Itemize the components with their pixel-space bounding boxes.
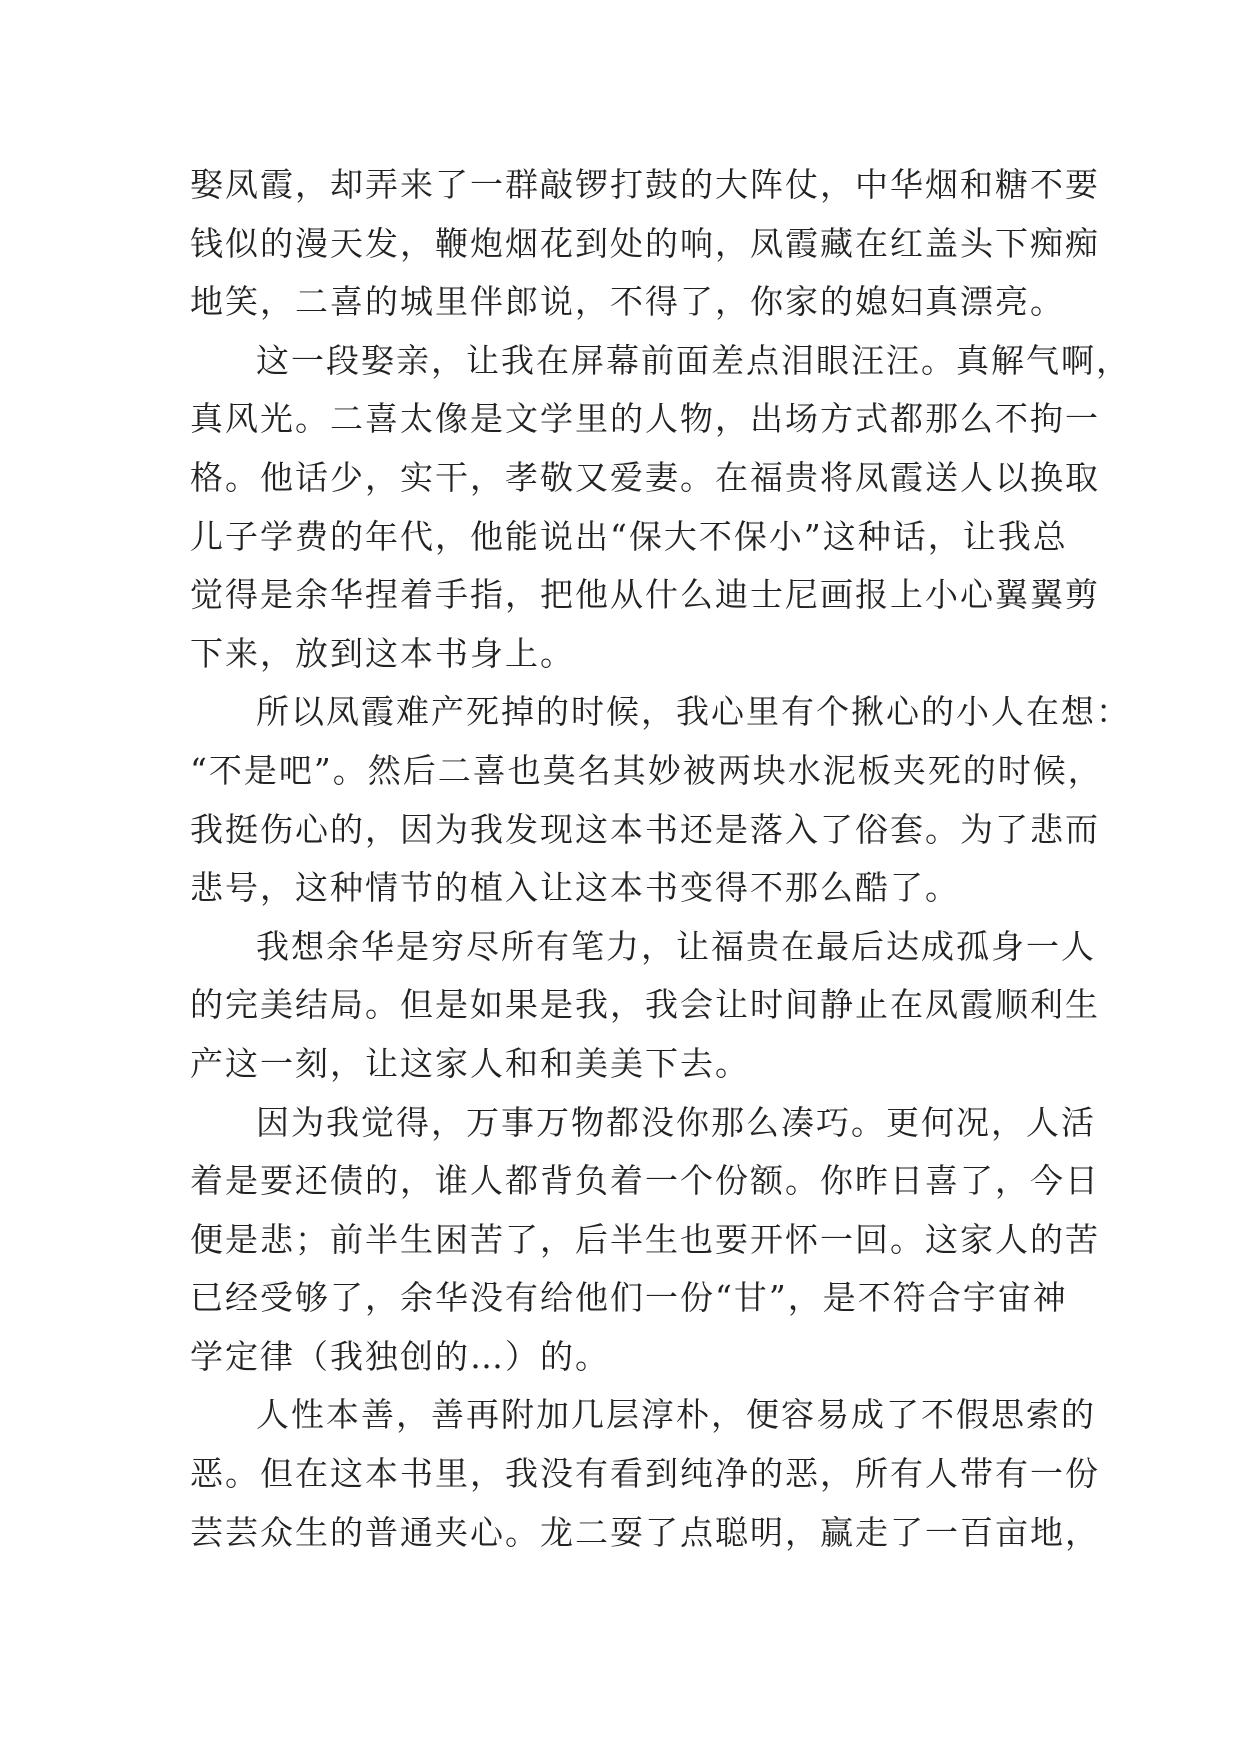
text-line: 娶凤霞，却弄来了一群敲锣打鼓的大阵仗，中华烟和糖不要 bbox=[190, 165, 1100, 204]
text-line: 格。他话少，实干，孝敬又爱妻。在福贵将凤霞送人以换取 bbox=[190, 457, 1100, 497]
text-line: 所以凤霞难产死掉的时候，我心里有个揪心的小人在想： bbox=[256, 692, 1131, 732]
text-line: 便是悲；前半生困苦了，后半生也要开怀一回。这家人的苦 bbox=[190, 1219, 1100, 1259]
text-line: 钱似的漫天发，鞭炮烟花到处的响，凤霞藏在红盖头下痴痴 bbox=[190, 223, 1100, 263]
text-line: 的完美结局。但是如果是我，我会让时间静止在凤霞顺利生 bbox=[190, 985, 1100, 1025]
text-line: 我想余华是穷尽所有笔力，让福贵在最后达成孤身一人 bbox=[256, 926, 1096, 966]
text-line: 悲号，这种情节的植入让这本书变得不那么酷了。 bbox=[190, 868, 960, 908]
text-line: 真风光。二喜太像是文学里的人物，出场方式都那么不拘一 bbox=[190, 399, 1100, 439]
text-line: 产这一刻，让这家人和和美美下去。 bbox=[190, 1043, 750, 1083]
text-line: 恶。但在这本书里，我没有看到纯净的恶，所有人带有一份 bbox=[190, 1454, 1100, 1494]
text-line: 这一段娶亲，让我在屏幕前面差点泪眼汪汪。真解气啊， bbox=[256, 340, 1131, 380]
text-line: 学定律（我独创的…）的。 bbox=[190, 1336, 610, 1376]
text-line: 人性本善，善再附加几层淳朴，便容易成了不假思索的 bbox=[256, 1395, 1096, 1435]
text-line: 我挺伤心的，因为我发现这本书还是落入了俗套。为了悲而 bbox=[190, 809, 1100, 849]
text-line: 着是要还债的，谁人都背负着一个份额。你昨日喜了，今日 bbox=[190, 1161, 1100, 1201]
text-line: 因为我觉得，万事万物都没你那么凑巧。更何况，人活 bbox=[256, 1102, 1096, 1142]
text-line: 已经受够了，余华没有给他们一份“甘”，是不符合宇宙神 bbox=[190, 1278, 1068, 1318]
text-line: 下来，放到这本书身上。 bbox=[190, 633, 575, 673]
body-text bbox=[190, 156, 1131, 1562]
text-line: 地笑，二喜的城里伴郎说，不得了，你家的媳妇真漂亮。 bbox=[190, 282, 1065, 322]
text-line: “不是吧”。然后二喜也莫名其妙被两块水泥板夹死的时候， bbox=[190, 750, 1103, 790]
text-line: 觉得是余华捏着手指，把他从什么迪士尼画报上小心翼翼剪 bbox=[190, 575, 1100, 615]
text-line: 儿子学费的年代，他能说出“保大不保小”这种话，让我总 bbox=[190, 516, 1068, 556]
text-line: 芸芸众生的普通夹心。龙二耍了点聪明，赢走了一百亩地， bbox=[190, 1512, 1100, 1552]
